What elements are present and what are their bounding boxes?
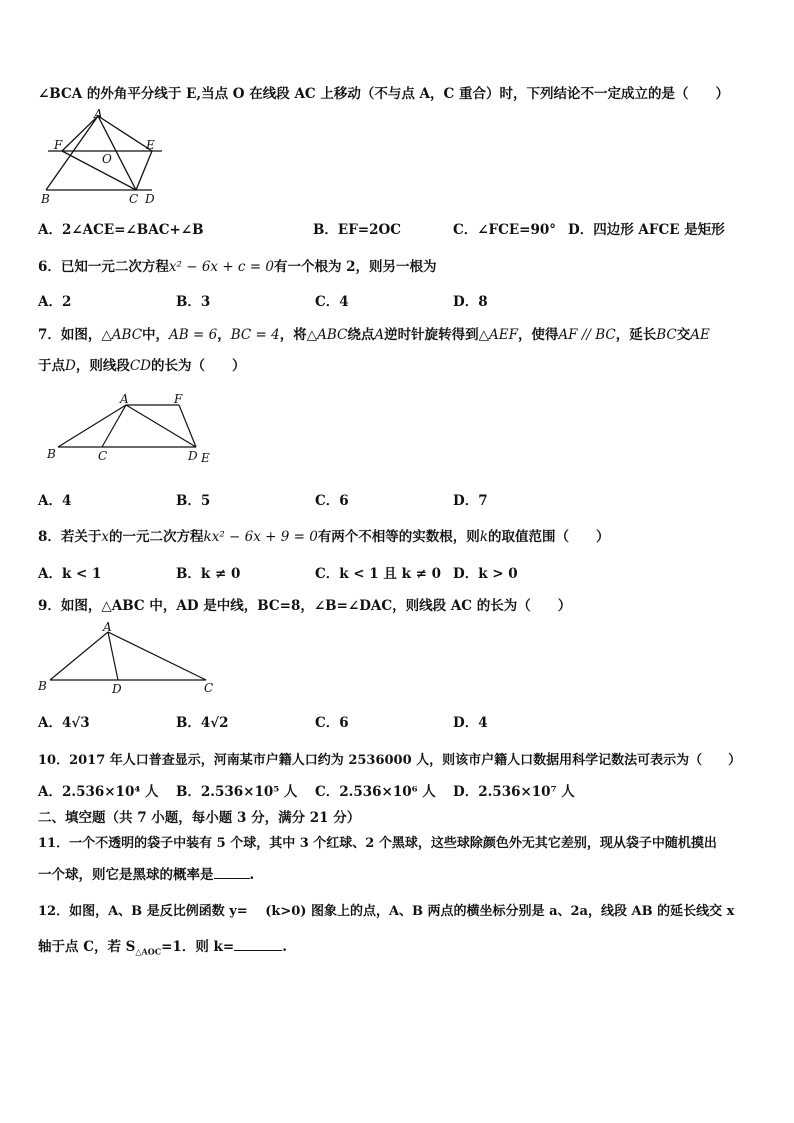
q7-ab: AB = 6 [169,327,218,343]
q9-label-c: C [204,681,214,695]
q5-label-e: E [146,138,155,152]
q12-line2 [38,935,287,957]
q8-stem [38,525,610,545]
q9-option-b: B．4√2 [176,715,229,731]
q6-stem [38,255,437,275]
q5-option-b: B．EF=2OC [313,222,401,238]
q7-option-d: D．7 [453,493,488,509]
q7-option-a: A．4 [38,493,72,509]
q10-option-a: A．2.536×10⁴ 人 [38,784,159,800]
q9-stem: 9．如图，△ABC 中，AD 是中线，BC=8，∠B=∠DAC，则线段 AC 的长为（ ） [38,598,572,614]
q7-stem-d: 绕点 [347,327,375,343]
q9-label-a: A [103,620,112,634]
q11-answer-blank[interactable] [214,866,250,879]
q7-line2-c: 的长为（ ） [150,358,246,374]
q7-figure [44,392,224,464]
q5-option-a: A．2∠ACE=∠BAC+∠B [38,222,204,238]
q8-var-k: k [479,529,488,545]
q5-stem: ∠BCA 的外角平分线于 E,当点 O 在线段 AC 上移动（不与点 A，C 重合）时，下列结论不一定成立的是（ ） [38,86,729,102]
q5-seg-fc [62,151,136,190]
q9-label-b: B [38,679,47,693]
q7-line2-b: ，则线段 [75,358,130,374]
q10-options [38,780,758,800]
q5-seg-ae [98,116,152,151]
q11-line2 [38,863,254,883]
q8-stem-a: 8．若关于 [38,529,102,545]
q6-stem-b: 有一个根为 2，则另一根为 [273,259,437,275]
q7-stem-e: 逆时针旋转得到 [384,327,479,343]
q7-options [38,489,758,509]
q6-equation: x² − 6x + c = 0 [168,259,274,275]
q7-stem-b: 中， [142,327,170,343]
q8-stem-c: 有两个不相等的实数根，则 [317,529,480,545]
q7-stem-f: ，使得 [517,327,559,343]
q11-line1: 11．一个不透明的袋子中装有 5 个球，其中 3 个红球、2 个黑球，这些球除颜色外无其它差别，现从袋子中随机摸出 [38,836,717,851]
q7-seg-bc: BC [656,327,677,343]
q8-option-b: B．k ≠ 0 [176,566,241,582]
q6-option-c: C．4 [315,294,349,310]
q7-label-c: C [98,449,108,463]
q9-option-c: C．6 [315,715,349,731]
q8-equation: kx² − 6x + 9 = 0 [203,529,318,545]
q7-stem-g: ，延长 [615,327,657,343]
q8-options [38,562,758,582]
q7-point-d: D [65,358,76,374]
q5-label-b: B [41,192,50,206]
q8-option-c: C．k < 1 且 k ≠ 0 [315,566,442,582]
q7-tri-aef: △AEF [478,327,518,343]
q9-side-ab [50,632,108,680]
q5-label-d: D [145,192,155,206]
q7-stem-line1 [38,323,710,343]
q7-seg-ac [102,405,126,447]
q7-label-e: E [201,451,210,464]
q9-side-ac [108,632,206,680]
q9-option-d: D．4 [453,715,488,731]
q7-label-d: D [188,449,198,463]
q7-label-f: F [174,392,183,406]
q5-option-d: D．四边形 AFCE 是矩形 [568,222,725,238]
q7-bc: BC = 4 [230,327,280,343]
q9-figure [36,620,226,698]
q11-line2-text: 一个球，则它是黑球的概率是 [38,867,214,883]
q5-side-ab [46,116,98,190]
q5-seg-af [62,116,98,151]
q6-stem-a: 6．已知一元二次方程 [38,259,169,275]
q6-option-d: D．8 [453,294,488,310]
q12-area-subscript: △AOC [135,946,162,957]
q7-seg-fe [179,405,196,447]
q8-stem-d: 的取值范围（ ） [488,529,610,545]
q8-option-a: A．k < 1 [38,566,102,582]
q12-answer-blank[interactable] [234,938,282,951]
q6-option-b: B．3 [176,294,211,310]
q5-label-o: O [102,152,112,166]
q9-option-a: A．4√3 [38,715,90,731]
q7-stem-h: 交 [676,327,691,343]
q8-option-d: D．k > 0 [453,566,518,582]
q8-var-x: x [101,529,110,545]
q10-option-b: B．2.536×10⁵ 人 [176,784,298,800]
q5-options [38,218,758,238]
q9-options [38,711,758,731]
q9-label-d: D [112,682,122,696]
q7-stem-line2 [38,354,245,374]
q5-label-a: A [94,108,103,121]
q6-options [38,290,758,310]
q7-seg-ae: AE [690,327,710,343]
q7-label-a: A [120,392,129,406]
q10-option-c: C．2.536×10⁶ 人 [315,784,436,800]
q5-figure [40,108,170,206]
q7-option-b: B．5 [176,493,211,509]
q6-option-a: A．2 [38,294,72,310]
q5-option-c: C．∠FCE=90° [453,222,557,238]
q7-stem-c: ，将 [279,327,307,343]
q7-label-b: B [47,447,56,461]
q12-line2-a: 轴于点 C，若 S [38,939,136,955]
section2-heading: 二、填空题（共 7 小题，每小题 3 分，满分 21 分） [38,810,361,826]
q5-label-f: F [54,138,63,152]
q7-parallel: AF // BC [558,327,616,343]
q7-sep: ， [217,327,231,343]
q7-tri-abc: △ABC [101,327,143,343]
q5-label-c: C [129,192,139,206]
q7-line2-a: 于点 [38,358,65,374]
q10-option-d: D．2.536×10⁷ 人 [453,784,575,800]
q7-seg-cd: CD [129,358,151,374]
q7-option-c: C．6 [315,493,349,509]
q11-line2-end: . [249,867,255,883]
q8-stem-b: 的一元二次方程 [109,529,204,545]
q5-seg-ce [136,151,152,190]
q12-line2-end: . [282,939,287,955]
q7-tri-abc-2: △ABC [306,327,348,343]
q12-line2-b: =1．则 k= [161,939,235,955]
q10-stem: 10．2017 年人口普查显示，河南某市户籍人口约为 2536000 人，则该市户籍人口数据用科学记数法可表示为（ ） [38,753,742,768]
q7-seg-ae [126,405,196,447]
q7-point-a: A [374,327,385,343]
q7-stem-a: 7．如图， [38,327,102,343]
q9-median-ad [108,632,118,680]
q12-line1: 12．如图，A、B 是反比例函数 y= (k>0) 图象上的点，A、B 两点的横坐标分别是 a、2a，线段 AB 的延长线交 x [38,904,735,919]
q7-seg-ab [58,405,126,447]
